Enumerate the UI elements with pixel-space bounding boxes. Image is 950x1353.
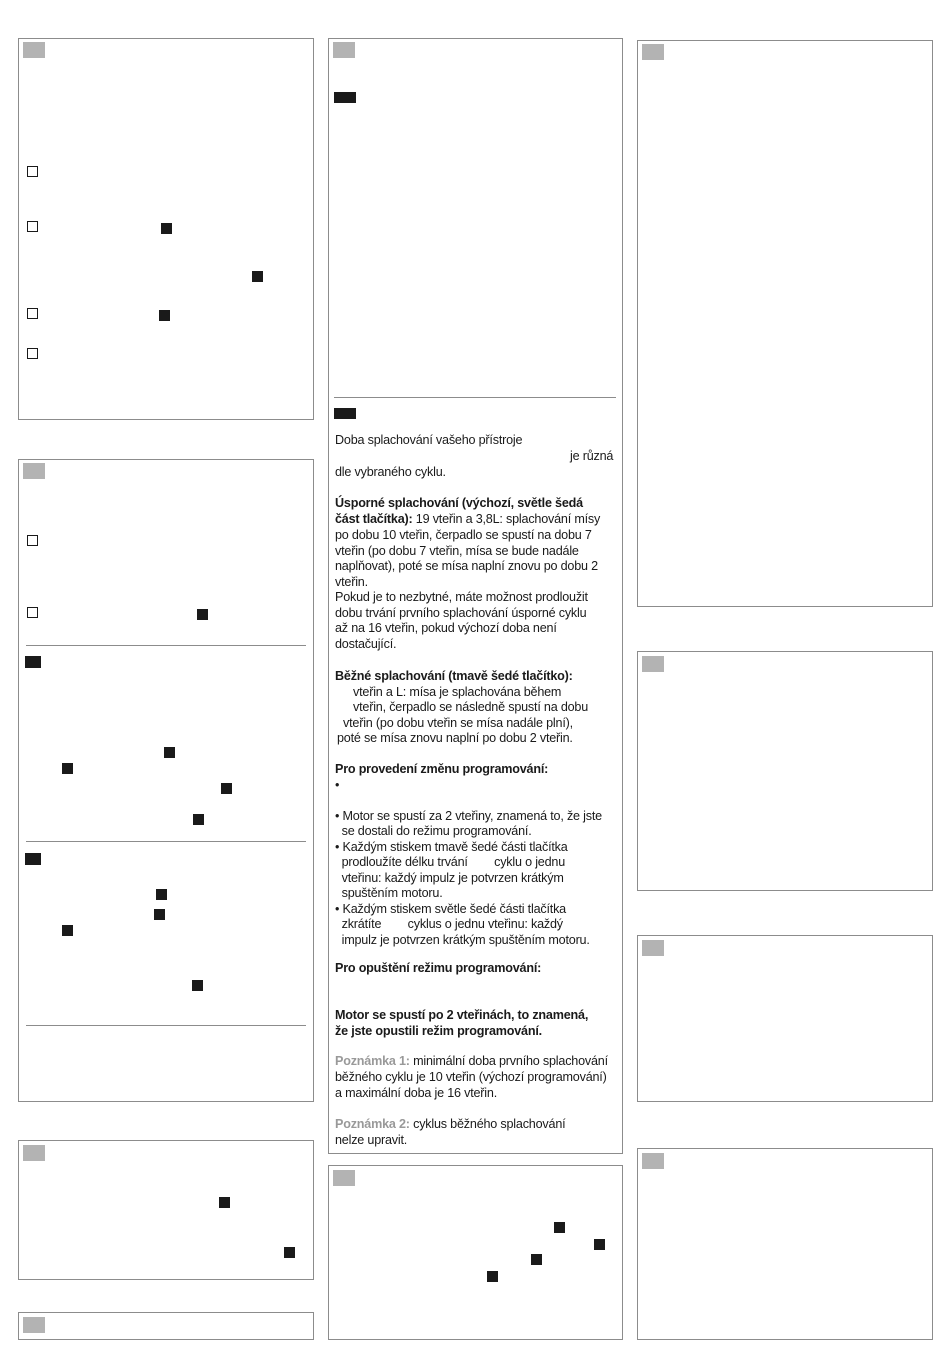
note-2-line-1 <box>335 1117 565 1133</box>
normal-line: vteřin (po dobu vteřin se mísa nadále plní), <box>343 716 573 730</box>
divider <box>26 841 306 842</box>
panel-middle-main <box>328 38 623 1154</box>
reference-marker-icon <box>252 271 263 282</box>
step-marker-icon <box>334 408 356 419</box>
panel-right-3 <box>637 935 933 1102</box>
reference-marker-icon <box>554 1222 565 1233</box>
note-2-text: cyklus běžného splachování <box>409 1117 566 1131</box>
panel-left-3 <box>18 1140 314 1280</box>
step-marker-icon <box>25 656 41 668</box>
programming-line: • Každým stiskem světle šedé části tlačítka <box>335 902 566 916</box>
reference-marker-icon <box>62 925 73 936</box>
note-1-label: Poznámka 1: <box>335 1054 410 1068</box>
reference-marker-icon <box>159 310 170 321</box>
exit-line-1: Motor se spustí po 2 vteřinách, to znamená, <box>335 1008 589 1022</box>
normal-line: poté se mísa znovu naplní po dobu 2 vteřin. <box>337 731 573 745</box>
reference-marker-icon <box>156 889 167 900</box>
reference-marker-icon <box>193 814 204 825</box>
normal-line: vteřin a L: mísa je splachována během <box>353 685 562 699</box>
programming-heading: Pro provedení změnu programování: <box>335 762 549 776</box>
programming-line: prodloužíte délku trvání cyklu o jednu <box>335 855 566 869</box>
panel-right-2 <box>637 651 933 891</box>
reference-marker-icon <box>197 609 208 620</box>
intro-line-3: dle vybraného cyklu. <box>335 465 446 479</box>
note-1-line-1 <box>335 1054 608 1070</box>
section-tag <box>23 1317 45 1333</box>
reference-marker-icon <box>62 763 73 774</box>
eco-line: vteřin. <box>335 575 368 589</box>
reference-marker-icon <box>192 980 203 991</box>
section-tag <box>642 940 664 956</box>
eco-line: vteřin (po dobu 7 vteřin, mísa se bude nadále <box>335 544 579 558</box>
eco-heading-line-2 <box>335 512 600 528</box>
panel-left-4 <box>18 1312 314 1340</box>
divider <box>26 645 306 646</box>
reference-marker-icon <box>221 783 232 794</box>
section-tag <box>23 42 45 58</box>
programming-line: vteřinu: každý impulz je potvrzen krátkým <box>335 871 564 885</box>
panel-right-4 <box>637 1148 933 1340</box>
eco-line: dostačující. <box>335 637 397 651</box>
section-tag <box>642 44 664 60</box>
programming-line: impulz je potvrzen krátkým spuštěním motoru. <box>335 933 590 947</box>
note-1-line-2: běžného cyklu je 10 vteřin (výchozí programování) <box>335 1070 607 1084</box>
programming-line: • Každým stiskem tmavě šedé části tlačítka <box>335 840 568 854</box>
reference-marker-icon <box>284 1247 295 1258</box>
normal-line: vteřin, čerpadlo se následně spustí na dobu <box>353 700 589 714</box>
checkbox-icon <box>27 221 38 232</box>
reference-marker-icon <box>164 747 175 758</box>
reference-marker-icon <box>594 1239 605 1250</box>
eco-line: dobu trvání prvního splachování úsporné cyklu <box>335 606 587 620</box>
eco-heading-rest: 19 vteřin a 3,8L: splachování mísy <box>412 512 601 526</box>
eco-line: až na 16 vteřin, pokud výchozí doba není <box>335 621 557 635</box>
checkbox-icon <box>27 348 38 359</box>
divider <box>26 1025 306 1026</box>
exit-heading: Pro opuštění režimu programování: <box>335 961 542 975</box>
eco-line: po dobu 10 vteřin, čerpadlo se spustí na dobu 7 <box>335 528 592 542</box>
checkbox-icon <box>27 308 38 319</box>
section-tag <box>23 463 45 479</box>
checkbox-icon <box>27 535 38 546</box>
intro-line-1: Doba splachování vašeho přístroje <box>335 433 523 447</box>
reference-marker-icon <box>531 1254 542 1265</box>
checkbox-icon <box>27 607 38 618</box>
panel-left-1 <box>18 38 314 420</box>
section-tag <box>642 1153 664 1169</box>
intro-line-2: je různá <box>570 449 614 463</box>
panel-right-1 <box>637 40 933 607</box>
panel-left-2 <box>18 459 314 1102</box>
reference-marker-icon <box>219 1197 230 1208</box>
checkbox-icon <box>27 166 38 177</box>
programming-bullet: • <box>335 778 340 792</box>
step-marker-icon <box>334 92 356 103</box>
section-tag <box>333 42 355 58</box>
eco-heading-line-1: Úsporné splachování (výchozí, světle šedá <box>335 496 583 510</box>
note-1-line-3: a maximální doba je 16 vteřin. <box>335 1086 498 1100</box>
section-tag <box>23 1145 45 1161</box>
exit-line-2: že jste opustili režim programování. <box>335 1024 542 1038</box>
step-marker-icon <box>25 853 41 865</box>
programming-line: • Motor se spustí za 2 vteřiny, znamená to, že jste <box>335 809 602 823</box>
eco-line: Pokud je to nezbytné, máte možnost prodloužit <box>335 590 588 604</box>
eco-heading-bold: část tlačítka): <box>335 512 413 526</box>
section-tag <box>333 1170 355 1186</box>
note-2-line-2: nelze upravit. <box>335 1133 408 1147</box>
note-1-text: minimální doba prvního splachování <box>409 1054 608 1068</box>
divider <box>334 397 616 398</box>
programming-line: se dostali do režimu programování. <box>335 824 532 838</box>
normal-heading: Běžné splachování (tmavě šedé tlačítko): <box>335 669 573 683</box>
programming-line: spuštěním motoru. <box>335 886 443 900</box>
note-2-label: Poznámka 2: <box>335 1117 410 1131</box>
reference-marker-icon <box>161 223 172 234</box>
reference-marker-icon <box>487 1271 498 1282</box>
programming-line: zkrátíte cyklus o jednu vteřinu: každý <box>335 917 563 931</box>
reference-marker-icon <box>154 909 165 920</box>
section-tag <box>642 656 664 672</box>
panel-middle-bottom <box>328 1165 623 1340</box>
eco-line: naplňovat), poté se mísa naplní znovu po dobu 2 <box>335 559 598 573</box>
